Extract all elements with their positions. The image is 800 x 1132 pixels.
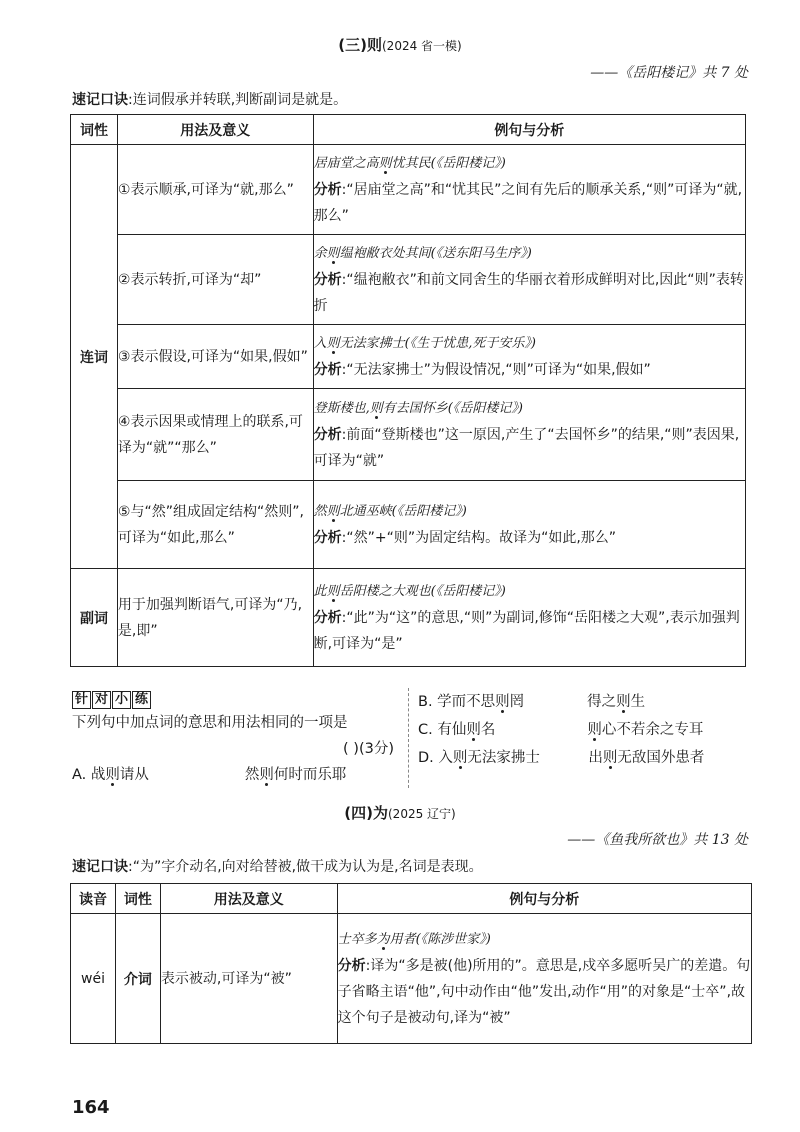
example-cell	[313, 481, 745, 569]
example-sentence: 余则缊袍敝衣处其间(《送东阳马生序》)	[313, 245, 532, 261]
pos-conjunction: 连词	[71, 145, 118, 569]
dotted-word: 则	[326, 335, 340, 351]
practice-badge: 针 对 小 练	[72, 688, 402, 710]
table-row	[71, 325, 746, 389]
example-cell	[313, 389, 745, 481]
header-pos: 词性	[71, 115, 118, 145]
dotted-word: 则	[369, 400, 383, 416]
usage-cell: 表示被动,可译为“被”	[160, 914, 337, 1044]
mnemonic-label: 速记口诀	[72, 92, 128, 108]
section4-heading	[0, 802, 800, 823]
option-b[interactable]: B. 学而不思则罔 得之则生	[418, 694, 646, 710]
example-sentence: 居庙堂之高则忧其民(《岳阳楼记》)	[313, 155, 506, 171]
practice-divider	[408, 688, 409, 788]
pos-adverb: 副词	[71, 569, 118, 667]
practice-options-right	[418, 688, 748, 772]
header-pos: 词性	[115, 884, 160, 914]
option-c[interactable]: C. 有仙则名 则心不若余之专耳	[418, 722, 704, 738]
practice-block	[72, 688, 402, 788]
example-cell	[313, 145, 745, 235]
usage-cell: ⑤与“然”组成固定结构“然则”,可译为“如此,那么”	[117, 481, 313, 569]
dotted-word: 则	[326, 245, 340, 261]
practice-question: 下列句中加点词的意思和用法相同的一项是	[72, 715, 348, 731]
mnemonic-text: :“为”字介动名,向对给替被,做干成为认为是,名词是表现。	[128, 859, 483, 875]
example-sentence: 士卒多为用者(《陈涉世家》)	[337, 931, 491, 947]
table-row	[71, 145, 746, 235]
section3-source: ——《岳阳楼记》共 7 处	[590, 65, 748, 81]
page-number: 164	[72, 1097, 110, 1118]
mnemonic-label: 速记口诀	[72, 859, 128, 875]
section3-heading	[0, 34, 800, 55]
table-row	[71, 389, 746, 481]
header-usage: 用法及意义	[117, 115, 313, 145]
dotted-word: 则	[378, 155, 392, 171]
answer-blank[interactable]: ( )(3分)	[343, 741, 394, 757]
option-d[interactable]: D. 入则无法家拂士 出则无敌国外患者	[418, 750, 705, 766]
example-sentence: 入则无法家拂士(《生于忧患,死于安乐》)	[313, 335, 536, 351]
pos-cell: 介词	[115, 914, 160, 1044]
analysis-text: 分析:“无法家拂士”为假设情况,“则”可译为“如果,假如”	[313, 361, 651, 378]
usage-cell: ②表示转折,可译为“却”	[117, 235, 313, 325]
section4-tag: (2025 辽宁)	[388, 807, 456, 821]
section4-mnemonic	[72, 856, 483, 876]
example-cell	[313, 235, 745, 325]
table-header-row	[71, 884, 752, 914]
usage-cell: 用于加强判断语气,可译为“乃,是,即”	[117, 569, 313, 667]
section3-tag: (2024 省一模)	[382, 39, 462, 53]
analysis-text: 分析:“然”+“则”为固定结构。故译为“如此,那么”	[313, 529, 617, 546]
header-pronunciation: 读音	[71, 884, 116, 914]
dotted-word: 为	[376, 931, 390, 947]
option-a[interactable]: A. 战则请从 然则何时而乐耶	[72, 767, 347, 783]
dotted-word: 则	[326, 503, 340, 519]
example-sentence: 登斯楼也,则有去国怀乡(《岳阳楼记》)	[313, 400, 523, 416]
analysis-text: 分析:“缊袍敝衣”和前文同舍生的华丽衣着形成鲜明对比,因此“则”表转折	[313, 271, 744, 314]
dotted-word: 则	[326, 583, 340, 599]
example-sentence: 然则北通巫峡(《岳阳楼记》)	[313, 503, 467, 519]
mnemonic-text: :连词假承并转联,判断副词是就是。	[128, 92, 348, 108]
usage-cell: ③表示假设,可译为“如果,假如”	[117, 325, 313, 389]
header-example: 例句与分析	[337, 884, 751, 914]
analysis-text: 分析:译为“多是被(他)所用的”。意思是,戍卒多愿听吴广的差遣。句子省略主语“他”,句中动作由“他”发出,动作“用”的对象是“士卒”,故这个句子是被动句,译为“被”	[337, 957, 751, 1026]
header-example: 例句与分析	[313, 115, 745, 145]
section4-source: ——《鱼我所欲也》共 13 处	[567, 832, 748, 848]
usage-cell: ④表示因果或情理上的联系,可译为“就”“那么”	[117, 389, 313, 481]
table-row	[71, 235, 746, 325]
ze-usage-table	[70, 114, 746, 667]
section4-title: (四)为	[344, 804, 388, 822]
header-usage: 用法及意义	[160, 884, 337, 914]
example-cell	[313, 325, 745, 389]
table-row	[71, 481, 746, 569]
analysis-text: 分析:“居庙堂之高”和“忧其民”之间有先后的顺承关系,“则”可译为“就,那么”	[313, 181, 743, 224]
analysis-text: 分析:“此”为“这”的意思,“则”为副词,修饰“岳阳楼之大观”,表示加强判断,可译为“是”	[313, 609, 740, 652]
table-row	[71, 569, 746, 667]
wei-usage-table	[70, 883, 752, 1044]
section3-mnemonic	[72, 89, 347, 109]
example-cell	[337, 914, 751, 1044]
usage-cell: ①表示顺承,可译为“就,那么”	[117, 145, 313, 235]
table-header-row	[71, 115, 746, 145]
example-cell	[313, 569, 745, 667]
table-row	[71, 914, 752, 1044]
analysis-text: 分析:前面“登斯楼也”这一原因,产生了“去国怀乡”的结果,“则”表因果,可译为“就”	[313, 426, 740, 469]
section3-title: (三)则	[338, 36, 382, 54]
pinyin-cell: wéi	[71, 914, 116, 1044]
example-sentence: 此则岳阳楼之大观也(《岳阳楼记》)	[313, 583, 506, 599]
